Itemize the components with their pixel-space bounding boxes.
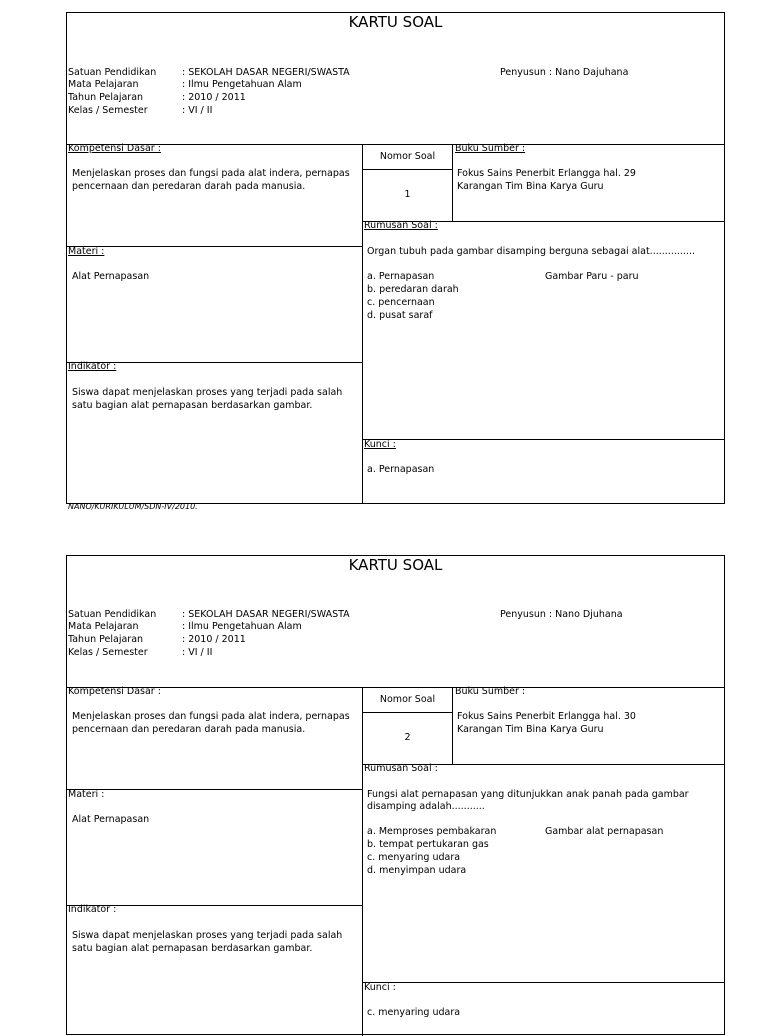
rumusan-label: Rumusan Soal : xyxy=(364,220,438,231)
kunci-divider xyxy=(362,982,724,983)
question-line1: Organ tubuh pada gambar disamping berguna sebagai alat............... xyxy=(367,246,695,257)
header-divider xyxy=(67,144,724,145)
mapel-value: : Ilmu Pengetahuan Alam xyxy=(182,79,302,90)
nomor-row-divider xyxy=(362,712,452,713)
materi-label: Materi : xyxy=(68,789,105,800)
indikator-label: Indikator : xyxy=(68,904,117,915)
kelas-label: Kelas / Semester xyxy=(68,647,148,658)
kunci-value: c. menyaring udara xyxy=(367,1007,461,1018)
buku-line1: Fokus Sains Penerbit Erlangga hal. 30 xyxy=(457,711,636,722)
materi-divider xyxy=(67,789,362,790)
card-title: KARTU SOAL xyxy=(348,13,443,31)
buku-line1: Fokus Sains Penerbit Erlangga hal. 29 xyxy=(457,168,636,179)
option-d: d. pusat saraf xyxy=(367,310,433,321)
option-b: b. tempat pertukaran gas xyxy=(367,839,489,850)
nomor-value: 1 xyxy=(404,189,411,200)
buku-line2: Karangan Tim Bina Karya Guru xyxy=(457,181,604,192)
tahun-value: : 2010 / 2011 xyxy=(182,634,246,645)
indikator-line2: satu bagian alat pernapasan berdasarkan gambar. xyxy=(72,400,313,411)
buku-label: Buku Sumber : xyxy=(455,143,526,154)
option-c: c. menyaring udara xyxy=(367,852,461,863)
header-divider xyxy=(67,687,724,688)
kelas-value: : VI / II xyxy=(182,647,213,658)
nomor-label: Nomor Soal xyxy=(379,151,436,162)
materi-divider xyxy=(67,246,362,247)
kartu-soal-card-1 xyxy=(66,12,725,504)
tahun-value: : 2010 / 2011 xyxy=(182,92,246,103)
buku-line2: Karangan Tim Bina Karya Guru xyxy=(457,724,604,735)
nomor-divider xyxy=(452,687,453,764)
indikator-line2: satu bagian alat pernapasan berdasarkan gambar. xyxy=(72,943,313,954)
materi-value: Alat Pernapasan xyxy=(72,271,150,282)
satuan-value: : SEKOLAH DASAR NEGERI/SWASTA xyxy=(182,67,350,78)
materi-label: Materi : xyxy=(68,246,105,257)
satuan-value: : SEKOLAH DASAR NEGERI/SWASTA xyxy=(182,609,350,620)
nomor-value: 2 xyxy=(404,732,411,743)
satuan-label: Satuan Pendidikan xyxy=(68,67,157,78)
kd-text-line1: Menjelaskan proses dan fungsi pada alat indera, pernapas xyxy=(72,168,350,179)
kunci-label: Kunci : xyxy=(364,982,396,993)
option-a: a. Pernapasan xyxy=(367,271,435,282)
card-title: KARTU SOAL xyxy=(348,556,443,574)
tahun-label: Tahun Pelajaran xyxy=(68,92,144,103)
penyusun: Penyusun : Nano Dajuhana xyxy=(500,67,629,78)
gambar-caption: Gambar Paru - paru xyxy=(545,271,639,282)
indikator-label: Indikator : xyxy=(68,361,117,372)
kelas-label: Kelas / Semester xyxy=(68,105,148,116)
footer-code: NANO/KURIKULUM/SDN-IV/2010. xyxy=(68,502,198,511)
question-line1: Fungsi alat pernapasan yang ditunjukkan anak panah pada gambar xyxy=(367,789,689,800)
question-line2: disamping adalah........... xyxy=(367,801,485,812)
gambar-caption: Gambar alat pernapasan xyxy=(545,826,664,837)
kunci-divider xyxy=(362,439,724,440)
option-d: d. menyimpan udara xyxy=(367,865,467,876)
kd-label: Kompetensi Dasar : xyxy=(68,143,161,154)
option-c: c. pencernaan xyxy=(367,297,435,308)
kelas-value: : VI / II xyxy=(182,105,213,116)
mapel-label: Mata Pelajaran xyxy=(68,79,139,90)
rumusan-label: Rumusan Soal : xyxy=(364,763,438,774)
option-a: a. Memproses pembakaran xyxy=(367,826,497,837)
nomor-divider xyxy=(452,144,453,221)
nomor-row-divider xyxy=(362,169,452,170)
nomor-label: Nomor Soal xyxy=(379,694,436,705)
kd-text-line1: Menjelaskan proses dan fungsi pada alat indera, pernapas xyxy=(72,711,350,722)
indikator-line1: Siswa dapat menjelaskan proses yang terjadi pada salah xyxy=(72,387,343,398)
kd-text-line2: pencernaan dan peredaran darah pada manusia. xyxy=(72,724,306,735)
kartu-soal-card-2 xyxy=(66,555,725,1035)
mapel-label: Mata Pelajaran xyxy=(68,621,139,632)
kunci-value: a. Pernapasan xyxy=(367,464,435,475)
mapel-value: : Ilmu Pengetahuan Alam xyxy=(182,621,302,632)
satuan-label: Satuan Pendidikan xyxy=(68,609,157,620)
buku-label: Buku Sumber : xyxy=(455,686,526,697)
kd-text-line2: pencernaan dan peredaran darah pada manusia. xyxy=(72,181,306,192)
indikator-line1: Siswa dapat menjelaskan proses yang terjadi pada salah xyxy=(72,930,343,941)
kd-label: Kompetensi Dasar : xyxy=(68,686,161,697)
materi-value: Alat Pernapasan xyxy=(72,814,150,825)
tahun-label: Tahun Pelajaran xyxy=(68,634,144,645)
penyusun: Penyusun : Nano Djuhana xyxy=(500,609,623,620)
option-b: b. peredaran darah xyxy=(367,284,459,295)
kunci-label: Kunci : xyxy=(364,439,396,450)
